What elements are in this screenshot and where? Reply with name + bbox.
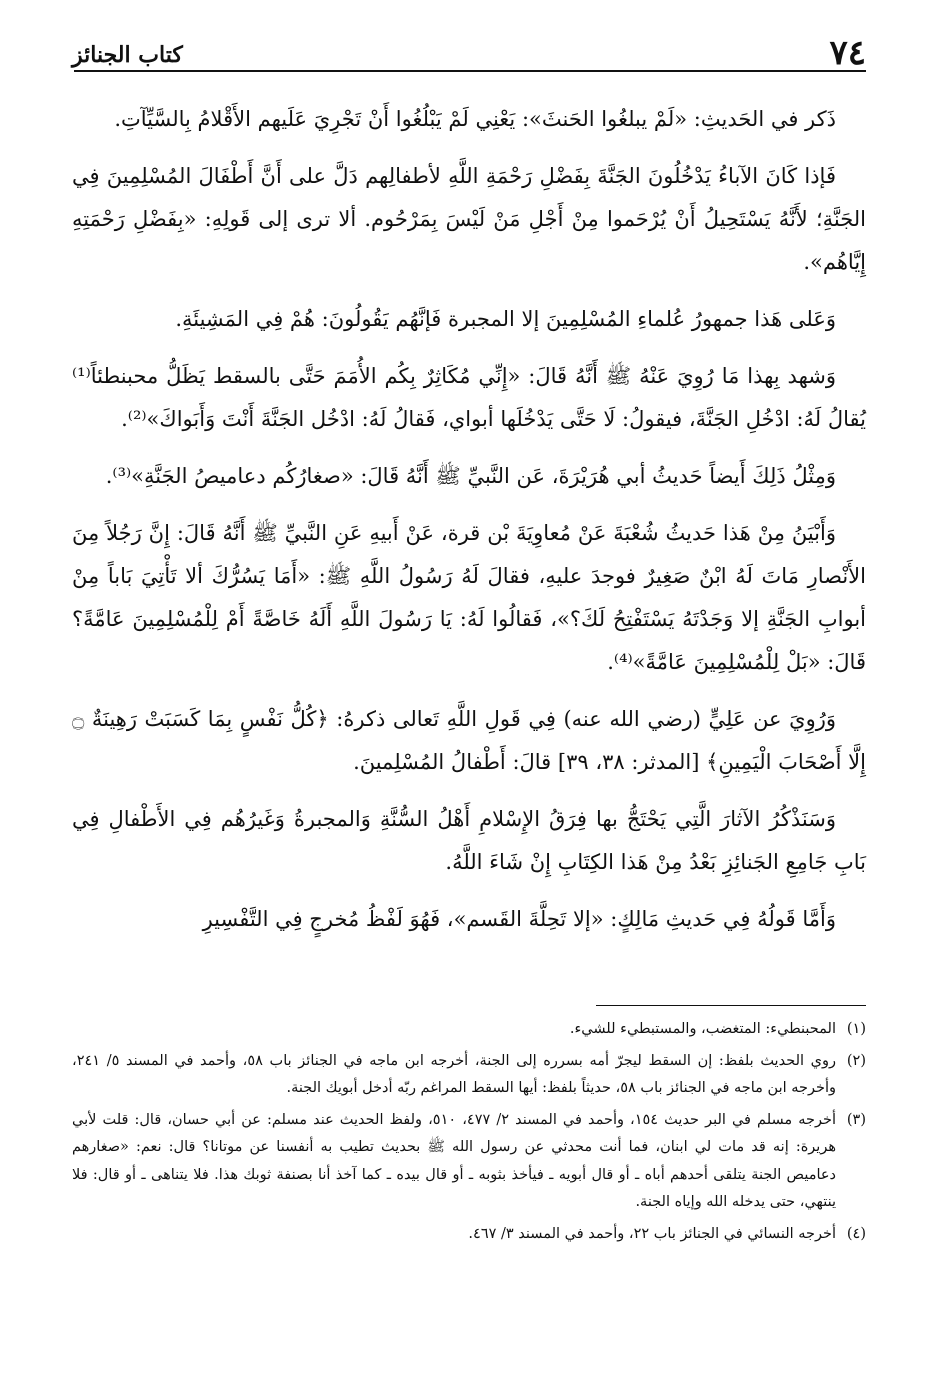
paragraph: وَسَنَذْكُرُ الآثارَ الَّتِي يَحْتَجُّ بها فِرَقُ الإِسْلامِ أَهْلُ السُّنَّةِ وَالمجبرةُ وَغَيرُهُم فِي الأَطْفالِ فِي بَابِ جَامِعِ الجَنائِزِ بَعْدُ مِنْ هَذا الكِتَابِ إِنْ شَاءَ اللَّهُ.	[72, 807, 866, 874]
footnote-text: المحبنطيء: المتغضب، والمستبطيء للشيء.	[569, 1021, 836, 1037]
footnotes	[72, 1016, 866, 1252]
header-divider	[74, 70, 866, 72]
paragraph: ذَكر في الحَديثِ: «لَمْ يبلغُوا الحَنثَ»: يَعْنِي لَمْ يَبْلُغُوا أَنْ تَجْرِيَ عَلَيهم الأَقْلامُ بِالسَّيِّآتِ.	[114, 107, 836, 131]
paragraph: وَعَلى هَذا جمهورُ عُلماءِ المُسْلِمِينَ إلا المجبرة فَإنَّهُم يَقُولُونَ: هُمْ فِي المَشِيئَةِ.	[175, 307, 836, 331]
footnote	[72, 1221, 866, 1249]
footnote	[72, 1016, 866, 1044]
paragraph: فَإذا كَانَ الآباءُ يَدْخُلُونَ الجَنَّةَ بِفَضْلِ رَحْمَةِ اللَّهِ لأطفالِهم دَلَّ على أَنَّ أَطْفَالَ المُسْلِمِينَ فِي الجَنَّةِ؛ لأَنَّهُ يَسْتَحِيلُ أَنْ يُرْحَموا مِنْ أَجْلِ مَنْ لَيْسَ بِمَرْحُوم. ألا ترى إلى قَولِهِ: «بِفَضْلِ رَحْمَتِهِ إِيَّاهُم».	[72, 164, 866, 274]
paragraph: وَمِثْلُ ذَلِكَ أَيضاً حَديثُ أبي هُرَيْرَةَ، عَن النَّبيِّ ﷺ أَنَّهُ قَالَ: «صغارُكُم دعاميصُ الجَنَّةِ»⁽³⁾.	[105, 464, 836, 488]
paragraph: وَأَمَّا قَولُهُ فِي حَديثِ مَالِكٍ: «إلا تَحِلَّةَ القَسم»، فَهُوَ لَفْظُ مُخرجٍ فِي التَّفْسِيرِ	[202, 907, 836, 931]
page-header	[72, 22, 866, 73]
footnote-number: (٣)	[846, 1111, 866, 1128]
main-text	[72, 98, 866, 955]
footnote	[72, 1107, 866, 1217]
footnote-text: أخرجه مسلم في البر حديث ١٥٤، وأحمد في المسند ٢/ ٤٧٧، ٥١٠، ولفظ الحديث عند مسلم: عن أبي حسان، قال: قلت لأبي هريرة: إنه قد مات لي ابنان، فما أنت محدثي عن رسول الله ﷺ بحديث تطيب به أنفسنا عن موتانا؟ قال: نعم: «صغارهم دعاميص الجنة يتلقى أحدهم أباه ـ أو قال أبويه ـ فيأخذ بثوبه ـ أو قال بيده ـ كما آخذ أنا بصنفة ثوبك هذا. فلا يتناهى ـ أو قال: فلا ينتهي، حتى يدخله الله وإياه الجنة.	[72, 1111, 836, 1210]
paragraph: وَرُوِيَ عن عَلِيٍّ (رضي الله عنه) فِي قَولِ اللَّهِ تَعالى ذكرهُ: ﴿كُلُّ نَفْسٍ بِمَا كَسَبَتْ رَهِينَةٌ ۝ إِلَّا أَصْحَابَ الْيَمِينِ﴾ [المدثر: ٣٨، ٣٩] قالَ: أَطْفالُ المُسْلِمينَ.	[72, 707, 866, 774]
footnote-number: (١)	[846, 1021, 866, 1037]
footnote-number: (٤)	[846, 1225, 866, 1242]
running-title: كتاب الجنائز	[72, 42, 183, 68]
footnote-number: (٢)	[846, 1052, 866, 1069]
page-number: ٧٤	[829, 33, 866, 73]
footnote	[72, 1048, 866, 1103]
footnote-text: أخرجه النسائي في الجنائز باب ٢٢، وأحمد في المسند ٣/ ٤٦٧.	[468, 1225, 836, 1242]
footnote-text: روي الحديث بلفظ: إن السقط ليجرّ أمه بسرره إلى الجنة، أخرجه ابن ماجه في الجنائز باب ٥٨، وأحمد في المسند ٥/ ٢٤١، وأخرجه ابن ماجه في الجنائز باب ٥٨، حديثاً بلفظ: أيها السقط المراغم ربّه أدخل أبويك الجنة.	[72, 1052, 836, 1096]
paragraph: وَأَبْيَنُ مِنْ هَذا حَديثُ شُعْبَةَ عَنْ مُعاوِيَةَ بْن قرة، عَنْ أَبيهِ عَنِ النَّبيِّ ﷺ أَنَّهُ قَالَ: إِنَّ رَجُلاً مِنَ الأَنْصارِ مَاتَ لَهُ ابْنٌ صَغِيرٌ فوجدَ عليهِ، فقالَ لَهُ رَسُولُ اللَّهِ ﷺ: «أَمَا يَسُرُّكَ ألا تَأْتِيَ بَاباً مِنْ أبوابِ الجَنَّةِ إلا وَجَدْتَهُ يَسْتَفْتِحُ لَكَ؟»، فَقالُوا لَهُ: يَا رَسُولَ اللَّهِ أَلَهُ خَاصَّةً أَمْ لِلْمُسْلِمِينَ عَامَّةً؟ قَالَ: «بَلْ لِلْمُسْلِمِينَ عَامَّةً»⁽⁴⁾.	[72, 521, 866, 674]
paragraph: وَشهد بِهذا مَا رُوِيَ عَنْهُ ﷺ أَنَّهُ قَالَ: «إِنِّي مُكَاثِرٌ بِكُم الأُمَمَ حَتَّى بالسقط يَظَلُّ محبنطئاً⁽¹⁾ يُقالُ لَهُ: ادْخُلِ الجَنَّةَ، فيقولُ: لَا حَتَّى يَدْخُلَها أبواي، فَقالُ لَهُ: ادْخُل الجَنَّةَ أَنْتَ وَأَبَواكَ»⁽²⁾.	[72, 364, 866, 431]
footnote-divider	[596, 1005, 866, 1006]
